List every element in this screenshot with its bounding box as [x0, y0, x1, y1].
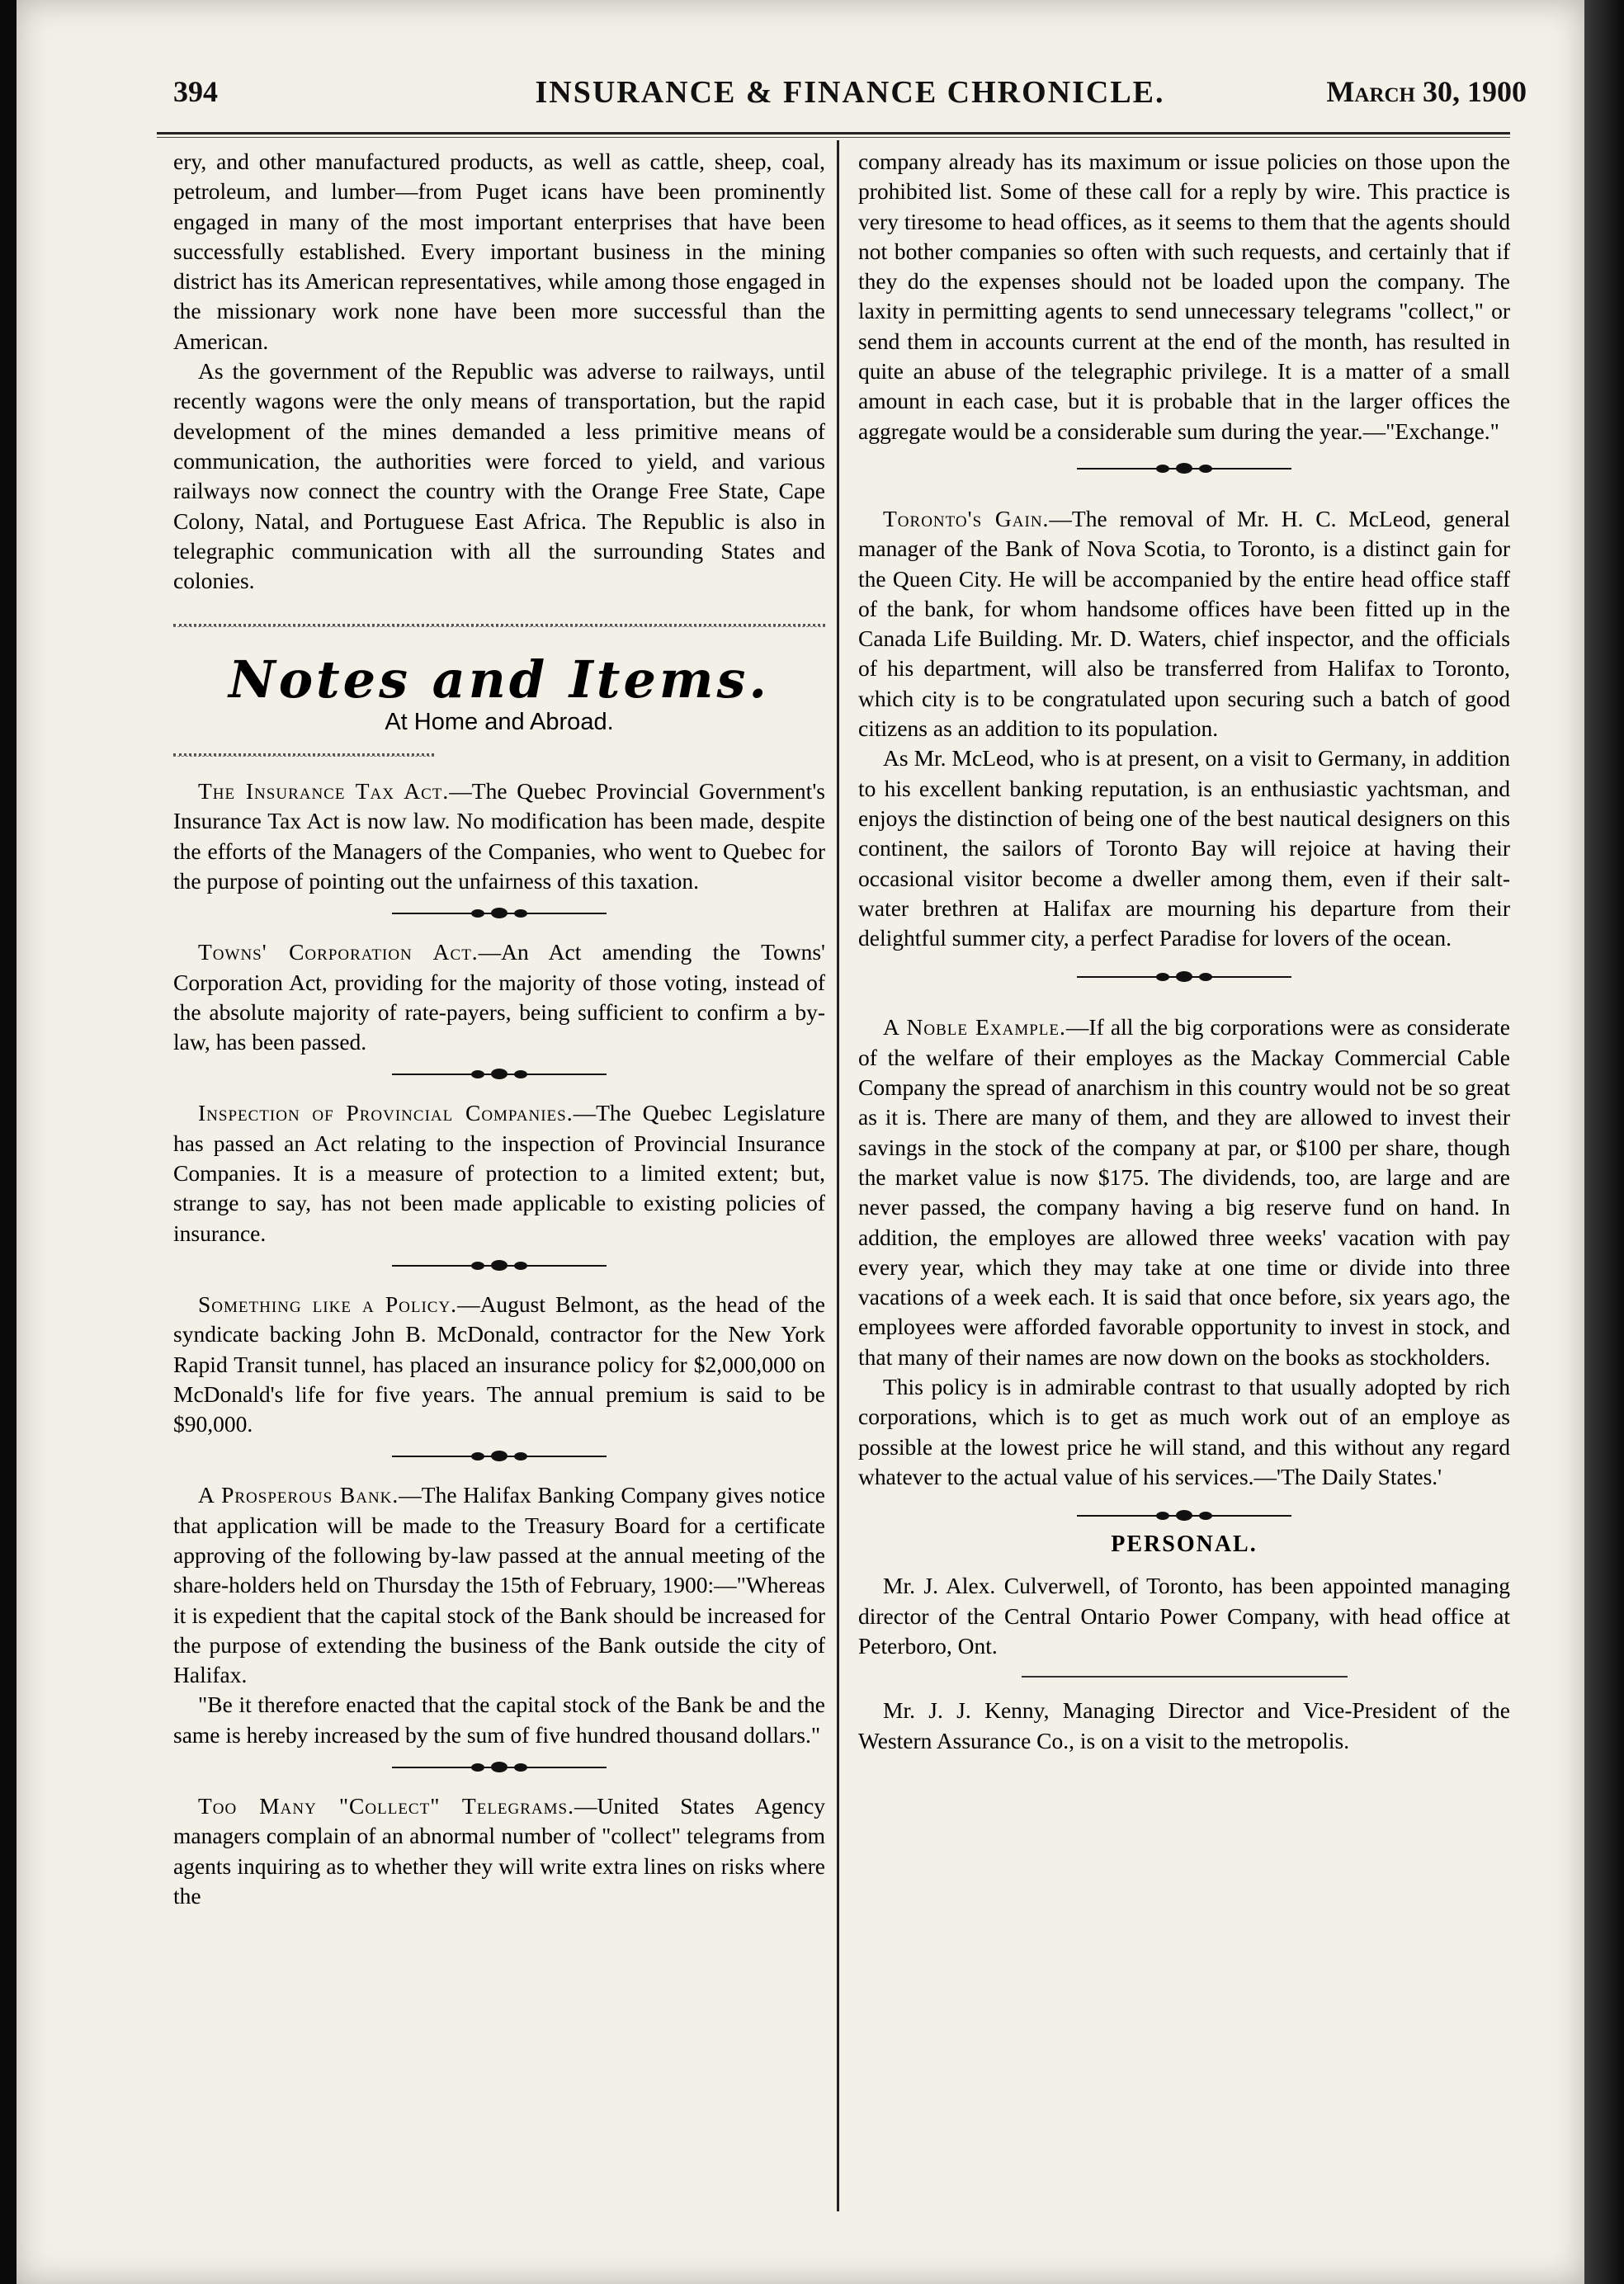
- page-number: 394: [173, 75, 218, 108]
- article-policy-body: —August Belmont, as the head of the syndicate backing John B. McDonald, contractor for the New York Rapid Transit tunnel, has placed an insurance policy for $2,000,000 on McDonald's life for five years. The annual premium is said to be $90,000.: [173, 1291, 826, 1437]
- personal-item-2: Mr. J. J. Kenny, Managing Director and Vice-President of the Western Assurance Co., is on a visit to the metropolis.: [858, 1697, 1510, 1753]
- article-towns-act: [173, 937, 825, 1057]
- article-collect: [173, 1791, 825, 1911]
- article-toronto-2: As Mr. McLeod, who is at present, on a visit to Germany, in addition to his excellent banking reputation, is an enthusiastic yachtsman, and enjoys the distinction of being one of the best nautical designers on this continent, the sailors of Toronto Bay will rejoice at having their occasional visitor become a dweller among them, even if their salt-water brethren at Halifax are mourning his departure from their delightful summer city, a perfect Paradise for lovers of the ocean.: [858, 745, 1510, 951]
- article-noble-body: —If all the big corporations were as considerate of the welfare of their employes as the Mackay Commercial Cable Company the spread of anarchism in this country would not be so great as it is. There are many of them, and they are allowed to invest their savings in the stock of the company at par, or $100 per share, though the market value is now $175. The dividends, too, are large and are never passed, the company having a big reserve fund on hand. In addition, the employes are allowed three weeks' vacation with pay every year, which they may take at one time or divide into three vacations of a week each. It is said that once before, six years ago, the employees were afforded favorable opportunity to invest in stock, and that many of their names are now down on the books as stockholders.: [858, 1014, 1510, 1370]
- ornament-divider: [392, 1762, 607, 1773]
- article-toronto-body: —The removal of Mr. H. C. McLeod, general manager of the Bank of Nova Scotia, to Toronto, is a distinct gain for the Queen City. He will be accompanied by the entire head office staff of the bank, for whom handsome offices have been fitted up in the Canada Life Building. Mr. D. Waters, chief inspector, and the officials of his department, will also be transferred from Halifax to Toronto, which city is to be congratulated upon securing such a batch of good citizens as an addition to its population.: [858, 505, 1510, 742]
- article-policy: [173, 1290, 825, 1439]
- personal-rule: [1022, 1676, 1348, 1678]
- article-bank: [173, 1480, 825, 1690]
- article-tax-act-body: —The Quebec Provincial Government's Insurance Tax Act is now law. No modification has been made, despite the efforts of the Managers of the Companies, who went to Quebec for the purpose of pointing out the unfairness of this taxation.: [173, 778, 825, 894]
- ornament-divider: [392, 908, 607, 919]
- section-title: Notes and Items.: [229, 649, 770, 710]
- subtitle-rule: [173, 753, 434, 757]
- section-rule: [173, 624, 825, 627]
- ornament-divider: [392, 1451, 607, 1462]
- header-rule: [157, 132, 1510, 138]
- ornament-divider: [392, 1260, 607, 1272]
- section-subtitle: At Home and Abroad.: [385, 708, 614, 735]
- article-noble-2: This policy is in admirable contrast to that usually adopted by rich corporations, which is to get as much work out of an employe as possible at the lowest price he will stand, and this without any regard whatever to the actual value of his services.—'The Daily States.': [858, 1373, 1510, 1489]
- article-noble-head: A Noble Example.: [883, 1014, 1066, 1041]
- intro-paragraph-1: ery, and other manufactured products, as well as cattle, sheep, coal, petroleum, and lumber—from Puget icans have been prominently engaged in many of the most important enterprises that have been successfully established. Every important business in the mining district has its American representatives, while among those engaged in the missionary work none have been more successful than the American.: [173, 149, 825, 354]
- column-divider: [837, 140, 839, 2211]
- article-collect-body: —United States Agency managers complain of an abnormal number of "collect" telegrams from agents inquiring as to whether they will write extra lines on risks where the: [173, 1793, 825, 1909]
- article-towns-act-body: —An Act amending the Towns' Corporation Act, providing for the majority of those voting, instead of the absolute majority of rate-payers, being sufficient to confirm a by-law, has been passed.: [173, 939, 825, 1055]
- article-inspection-body: —The Quebec Legislature has passed an Act relating to the inspection of Provincial Insurance Companies. It is a measure of protection to a limited extent; but, strange to say, has not been made applicable to existing policies of insurance.: [173, 1100, 825, 1246]
- personal-heading: PERSONAL.: [1111, 1531, 1258, 1558]
- article-inspection: [173, 1098, 825, 1248]
- page-edge-shadow: [1584, 0, 1624, 2284]
- article-toronto-head: Toronto's Gain.: [883, 505, 1050, 531]
- issue-date: March 30, 1900: [1326, 75, 1527, 108]
- article-tax-act-head: The Insurance Tax Act.: [198, 778, 450, 805]
- article-inspection-head: Inspection of Provincial Companies.: [198, 1100, 574, 1126]
- article-bank-body: —The Halifax Banking Company gives notice that application will be made to the Treasury Board for a certificate approving of the following by-law passed at the annual meeting of the share-holders held on Thursday the 15th of February, 1900:—"Whereas it is expedient that the capital stock of the Bank should be increased for the purpose of extending the business of the Bank outside the city of Halifax.: [173, 1482, 825, 1688]
- ornament-divider: [1077, 971, 1291, 983]
- ornament-divider: [1077, 1510, 1291, 1522]
- right-column: [858, 147, 1510, 1756]
- article-bank-2: "Be it therefore enacted that the capital stock of the Bank be and the same is hereby increased by the sum of five hundred thousand dollars.": [173, 1692, 825, 1748]
- article-tax-act: [173, 776, 825, 896]
- ornament-divider: [392, 1069, 607, 1080]
- personal-item-1: Mr. J. Alex. Culverwell, of Toronto, has been appointed managing director of the Central Ontario Power Company, with head office at Peterboro, Ont.: [858, 1573, 1510, 1659]
- left-column: [173, 147, 825, 1911]
- article-bank-head: A Prosperous Bank.: [198, 1482, 399, 1508]
- article-toronto: [858, 504, 1510, 743]
- ornament-divider: [1077, 463, 1291, 474]
- publication-title: INSURANCE & FINANCE CHRONICLE.: [535, 75, 1165, 110]
- article-collect-continued: company already has its maximum or issue policies on those upon the prohibited list. Some of these call for a reply by wire. This practice is very tiresome to head offices, as it seems to them that the agents should not bother companies so often with such requests, and certainly that if they do the expenses should not be loaded upon the company. The laxity in permitting agents to send unnecessary telegrams "collect," or send them in accounts current at the end of the month, has resulted in quite an abuse of the telegraphic privilege. It is a matter of a small amount in each case, but it is probable that in the larger offices the aggregate would be a considerable sum during the year.—"Exchange.": [858, 149, 1510, 444]
- article-collect-head: Too Many "Collect" Telegrams.: [198, 1793, 574, 1819]
- article-towns-act-head: Towns' Corporation Act.: [198, 939, 479, 965]
- article-noble: [858, 1012, 1510, 1372]
- page-header: [173, 74, 1527, 124]
- article-policy-head: Something like a Policy.: [198, 1291, 458, 1317]
- intro-paragraph-2: As the government of the Republic was adverse to railways, until recently wagons were the only means of transportation, but the rapid development of the mines demanded a less primitive means of communication, the authorities were forced to yield, and various railways now connect the country with the Orange Free State, Cape Colony, Natal, and Portuguese East Africa. The Republic is also in telegraphic communication with all the surrounding States and colonies.: [173, 358, 825, 594]
